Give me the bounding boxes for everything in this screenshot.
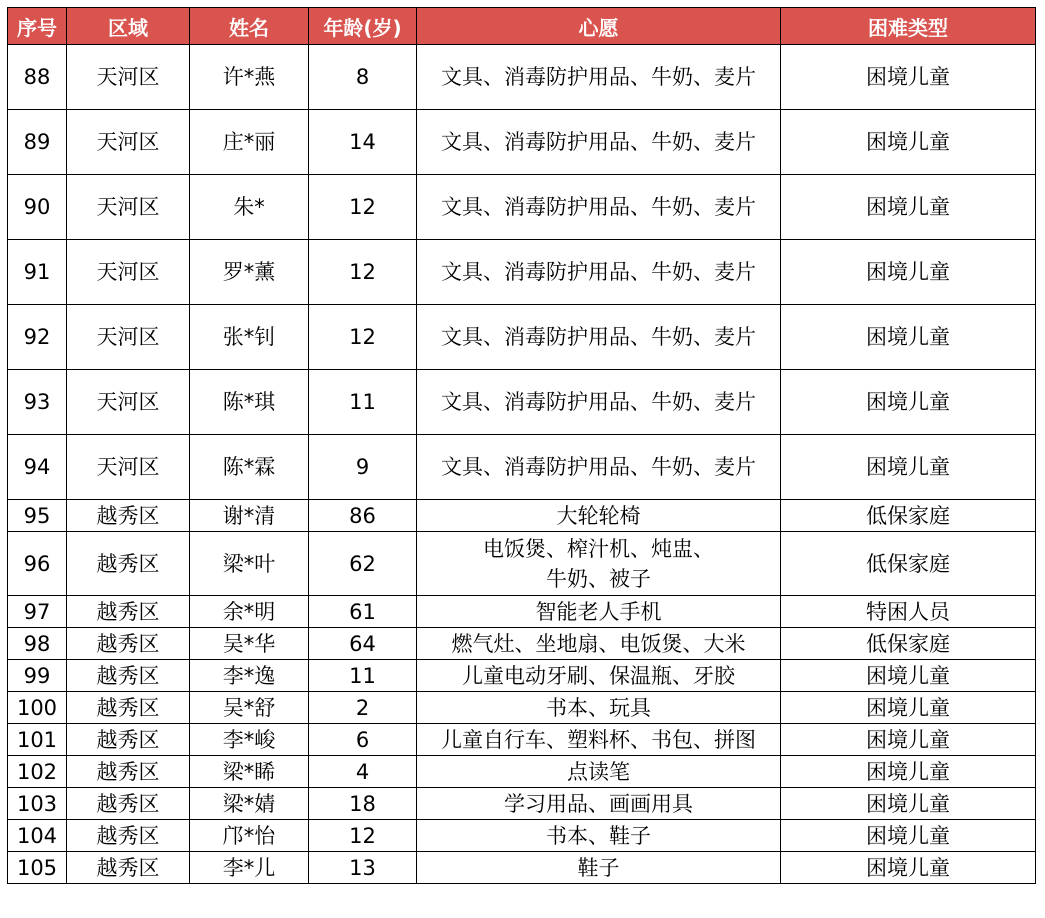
cell-area: 越秀区 — [67, 628, 190, 660]
cell-name: 李*儿 — [190, 852, 309, 884]
cell-wish — [417, 175, 781, 240]
cell-name: 朱* — [190, 175, 309, 240]
cell-wish — [417, 500, 781, 532]
wish-line: 文具、消毒防护用品、牛奶、麦片 — [441, 390, 756, 414]
cell-no: 94 — [8, 435, 67, 500]
cell-name: 陈*霖 — [190, 435, 309, 500]
cell-type: 困境儿童 — [781, 110, 1036, 175]
wish-line: 鞋子 — [577, 855, 620, 880]
cell-age: 12 — [309, 175, 417, 240]
cell-age: 86 — [309, 500, 417, 532]
table-row — [8, 175, 1036, 240]
wish-line: 学习用品、画画用具 — [504, 791, 693, 816]
table-row — [8, 370, 1036, 435]
cell-wish — [417, 110, 781, 175]
cell-age: 9 — [309, 435, 417, 500]
cell-type: 困境儿童 — [781, 724, 1036, 756]
cell-area: 越秀区 — [67, 660, 190, 692]
cell-age: 2 — [309, 692, 417, 724]
cell-age: 8 — [309, 45, 417, 110]
cell-type: 低保家庭 — [781, 628, 1036, 660]
cell-wish — [417, 305, 781, 370]
cell-wish — [417, 370, 781, 435]
table-row — [8, 45, 1036, 110]
cell-type: 低保家庭 — [781, 532, 1036, 596]
cell-age: 18 — [309, 788, 417, 820]
header-no: 序号 — [8, 8, 67, 45]
cell-area: 越秀区 — [67, 852, 190, 884]
cell-area: 天河区 — [67, 240, 190, 305]
cell-no: 89 — [8, 110, 67, 175]
cell-type: 低保家庭 — [781, 500, 1036, 532]
cell-area: 越秀区 — [67, 500, 190, 532]
cell-wish — [417, 628, 781, 660]
cell-type: 困境儿童 — [781, 240, 1036, 305]
cell-type: 困境儿童 — [781, 788, 1036, 820]
cell-wish — [417, 820, 781, 852]
cell-no: 100 — [8, 692, 67, 724]
cell-no: 95 — [8, 500, 67, 532]
wish-line: 儿童电动牙刷、保温瓶、牙胶 — [462, 663, 735, 688]
cell-name: 梁*叶 — [190, 532, 309, 596]
cell-wish — [417, 240, 781, 305]
cell-name: 梁*婧 — [190, 788, 309, 820]
cell-wish — [417, 45, 781, 110]
cell-name: 梁*睎 — [190, 756, 309, 788]
cell-type: 困境儿童 — [781, 852, 1036, 884]
cell-no: 98 — [8, 628, 67, 660]
cell-name: 余*明 — [190, 596, 309, 628]
header-type: 困难类型 — [781, 8, 1036, 45]
cell-type: 困境儿童 — [781, 756, 1036, 788]
cell-area: 越秀区 — [67, 596, 190, 628]
cell-name: 吴*华 — [190, 628, 309, 660]
wish-line: 文具、消毒防护用品、牛奶、麦片 — [441, 65, 756, 89]
cell-area: 越秀区 — [67, 820, 190, 852]
cell-age: 12 — [309, 820, 417, 852]
cell-area: 越秀区 — [67, 532, 190, 596]
cell-name: 李*峻 — [190, 724, 309, 756]
wish-line: 文具、消毒防护用品、牛奶、麦片 — [441, 130, 756, 154]
cell-type: 困境儿童 — [781, 435, 1036, 500]
cell-area: 越秀区 — [67, 756, 190, 788]
header-age: 年龄(岁) — [309, 8, 417, 45]
cell-area: 天河区 — [67, 370, 190, 435]
cell-area: 天河区 — [67, 45, 190, 110]
table-row — [8, 788, 1036, 820]
header-row — [8, 8, 1036, 45]
cell-no: 101 — [8, 724, 67, 756]
cell-age: 64 — [309, 628, 417, 660]
table-row — [8, 724, 1036, 756]
cell-name: 许*燕 — [190, 45, 309, 110]
cell-wish — [417, 724, 781, 756]
cell-no: 91 — [8, 240, 67, 305]
cell-age: 11 — [309, 660, 417, 692]
cell-no: 105 — [8, 852, 67, 884]
table-body — [8, 45, 1036, 884]
cell-type: 困境儿童 — [781, 45, 1036, 110]
cell-wish — [417, 756, 781, 788]
cell-age: 13 — [309, 852, 417, 884]
table-row — [8, 110, 1036, 175]
cell-age: 14 — [309, 110, 417, 175]
cell-type: 特困人员 — [781, 596, 1036, 628]
cell-name: 李*逸 — [190, 660, 309, 692]
cell-wish — [417, 852, 781, 884]
cell-no: 90 — [8, 175, 67, 240]
wish-line: 儿童自行车、塑料杯、书包、拼图 — [441, 727, 756, 752]
cell-name: 谢*清 — [190, 500, 309, 532]
cell-area: 越秀区 — [67, 724, 190, 756]
cell-no: 104 — [8, 820, 67, 852]
table-row — [8, 820, 1036, 852]
cell-no: 103 — [8, 788, 67, 820]
cell-name: 张*钊 — [190, 305, 309, 370]
cell-age: 11 — [309, 370, 417, 435]
cell-no: 92 — [8, 305, 67, 370]
cell-area: 天河区 — [67, 175, 190, 240]
cell-name: 陈*琪 — [190, 370, 309, 435]
cell-type: 困境儿童 — [781, 820, 1036, 852]
table-row — [8, 628, 1036, 660]
cell-type: 困境儿童 — [781, 175, 1036, 240]
cell-wish — [417, 660, 781, 692]
wish-line: 书本、玩具 — [546, 695, 651, 720]
cell-age: 4 — [309, 756, 417, 788]
cell-name: 吴*舒 — [190, 692, 309, 724]
cell-no: 97 — [8, 596, 67, 628]
cell-wish — [417, 788, 781, 820]
cell-no: 102 — [8, 756, 67, 788]
table-row — [8, 756, 1036, 788]
cell-no: 93 — [8, 370, 67, 435]
cell-age: 6 — [309, 724, 417, 756]
cell-wish — [417, 692, 781, 724]
cell-wish — [417, 596, 781, 628]
wish-line: 点读笔 — [567, 759, 630, 784]
cell-type: 困境儿童 — [781, 660, 1036, 692]
cell-area: 天河区 — [67, 435, 190, 500]
cell-age: 61 — [309, 596, 417, 628]
cell-name: 庄*丽 — [190, 110, 309, 175]
cell-no: 96 — [8, 532, 67, 596]
cell-area: 天河区 — [67, 305, 190, 370]
table-row — [8, 852, 1036, 884]
wish-line: 文具、消毒防护用品、牛奶、麦片 — [441, 260, 756, 284]
cell-name: 邝*怡 — [190, 820, 309, 852]
cell-no: 99 — [8, 660, 67, 692]
table-row — [8, 532, 1036, 596]
cell-no: 88 — [8, 45, 67, 110]
table-row — [8, 660, 1036, 692]
wish-line: 书本、鞋子 — [546, 823, 651, 848]
cell-type: 困境儿童 — [781, 305, 1036, 370]
wish-line: 文具、消毒防护用品、牛奶、麦片 — [441, 195, 756, 219]
cell-area: 越秀区 — [67, 692, 190, 724]
header-name: 姓名 — [190, 8, 309, 45]
table-row — [8, 305, 1036, 370]
header-area: 区域 — [67, 8, 190, 45]
cell-type: 困境儿童 — [781, 370, 1036, 435]
cell-wish — [417, 435, 781, 500]
wish-table — [7, 7, 1036, 884]
cell-name: 罗*薰 — [190, 240, 309, 305]
wish-line: 智能老人手机 — [535, 599, 662, 624]
wish-line: 文具、消毒防护用品、牛奶、麦片 — [441, 455, 756, 479]
cell-type: 困境儿童 — [781, 692, 1036, 724]
table-row — [8, 596, 1036, 628]
header-wish: 心愿 — [417, 8, 781, 45]
cell-age: 12 — [309, 240, 417, 305]
cell-area: 天河区 — [67, 110, 190, 175]
wish-line: 牛奶、被子 — [546, 566, 651, 591]
cell-age: 62 — [309, 532, 417, 596]
cell-age: 12 — [309, 305, 417, 370]
table-row — [8, 500, 1036, 532]
wish-line: 文具、消毒防护用品、牛奶、麦片 — [441, 325, 756, 349]
table-row — [8, 435, 1036, 500]
cell-wish — [417, 532, 781, 596]
table-row — [8, 692, 1036, 724]
table-row — [8, 240, 1036, 305]
cell-area: 越秀区 — [67, 788, 190, 820]
wish-line: 大轮轮椅 — [556, 503, 641, 528]
wish-line: 电饭煲、榨汁机、炖盅、 — [483, 536, 714, 561]
wish-line: 燃气灶、坐地扇、电饭煲、大米 — [451, 631, 746, 656]
